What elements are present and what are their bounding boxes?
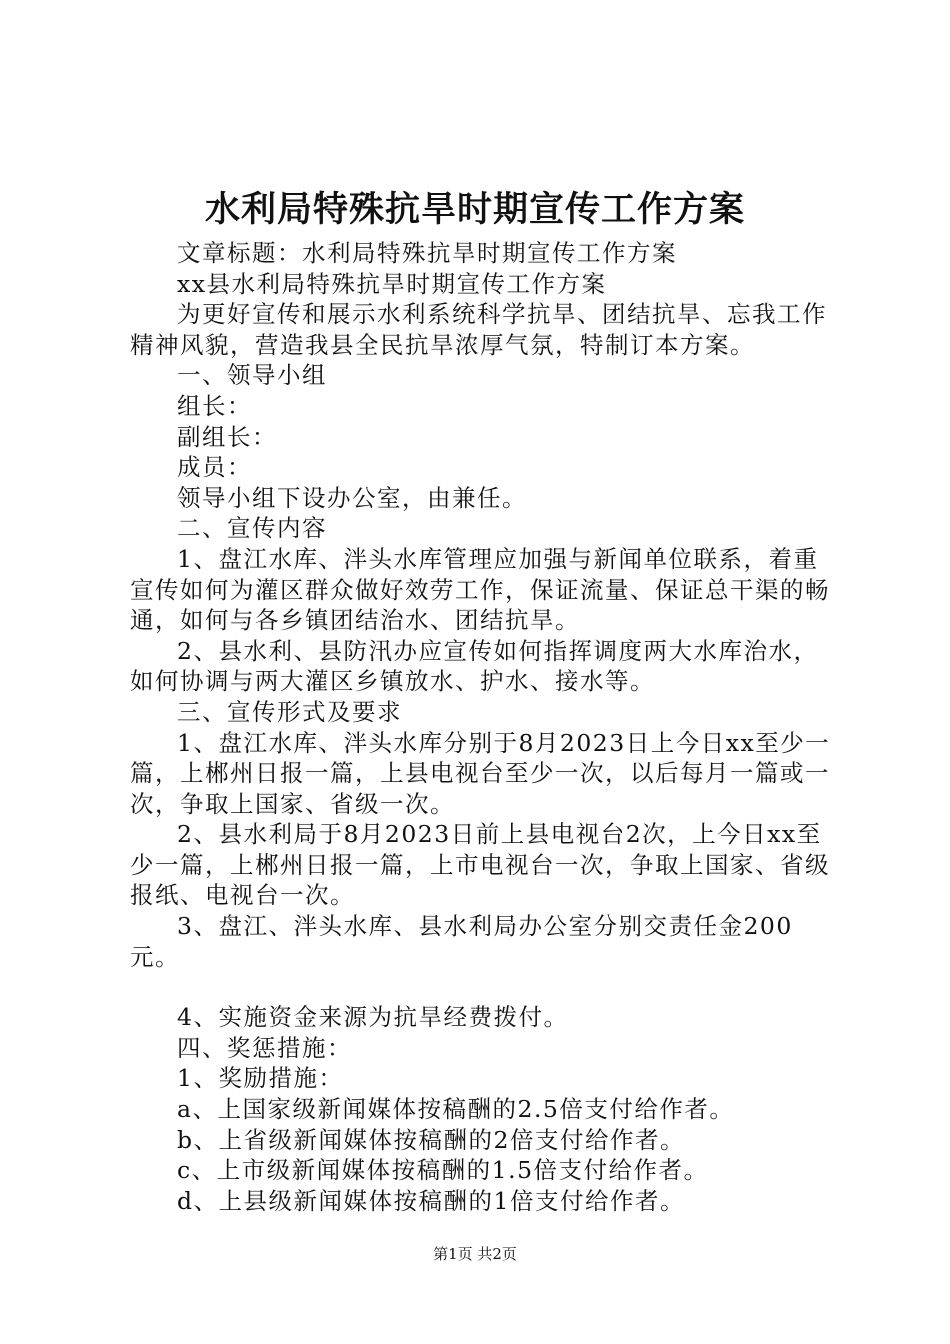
content-item: 2、县水利、县防汛办应宣传如何指挥调度两大水库治水，如何协调与两大灌区乡镇放水、护水、接水等。	[130, 636, 819, 696]
document-title: 水利局特殊抗旱时期宣传工作方案	[204, 190, 745, 230]
office-line: 领导小组下设办公室，由兼任。	[177, 483, 527, 512]
section-heading: 一、领导小组	[177, 361, 327, 390]
section-heading: 四、奖惩措施：	[177, 1033, 352, 1062]
reward-item: d、上县级新闻媒体按稿酬的1倍支付给作者。	[177, 1186, 685, 1215]
reward-item: b、上省级新闻媒体按稿酬的2倍支付给作者。	[177, 1125, 685, 1154]
intro-paragraph: 为更好宣传和展示水利系统科学抗旱、团结抗旱、忘我工作精神风貌，营造我县全民抗旱浓厚气氛，特制订本方案。	[130, 300, 827, 359]
members-line: 成员：	[177, 453, 252, 482]
requirement-item: 4、实施资金来源为抗旱经费拨付。	[177, 1003, 569, 1032]
section-heading: 二、宣传内容	[177, 514, 327, 543]
document-body	[130, 238, 842, 1216]
requirement-item: 1、盘江水库、泮头水库分别于8月2023日上今日xx至少一篇，上郴州日报一篇，上县电视台至少一次，以后每月一篇或一次，争取上国家、省级一次。	[130, 728, 831, 818]
page-indicator: 第1页 共2页	[433, 1245, 517, 1263]
article-title-line: 文章标题：水利局特殊抗旱时期宣传工作方案	[177, 239, 677, 267]
reward-item: a、上国家级新闻媒体按稿酬的2.5倍支付给作者。	[177, 1095, 735, 1124]
deputy-leader-line: 副组长：	[177, 422, 277, 451]
subtitle-line: xx县水利局特殊抗旱时期宣传工作方案	[177, 269, 607, 298]
requirement-item: 2、县水利局于8月2023日前上县电视台2次，上今日xx至少一篇，上郴州日报一篇，上市电视台一次，争取上国家、省级报纸、电视台一次。	[130, 820, 830, 910]
reward-item: c、上市级新闻媒体按稿酬的1.5倍支付给作者。	[177, 1156, 709, 1185]
requirement-item: 3、盘江、泮头水库、县水利局办公室分别交责任金200元。	[130, 912, 793, 971]
reward-heading: 1、奖励措施：	[177, 1064, 344, 1093]
leader-line: 组长：	[177, 391, 252, 420]
content-item: 1、盘江水库、泮头水库管理应加强与新闻单位联系，着重宣传如何为灌区群众做好效劳工作，保证流量、保证总干渠的畅通，如何与各乡镇团结治水、团结抗旱。	[130, 544, 830, 635]
section-heading: 三、宣传形式及要求	[177, 697, 402, 726]
